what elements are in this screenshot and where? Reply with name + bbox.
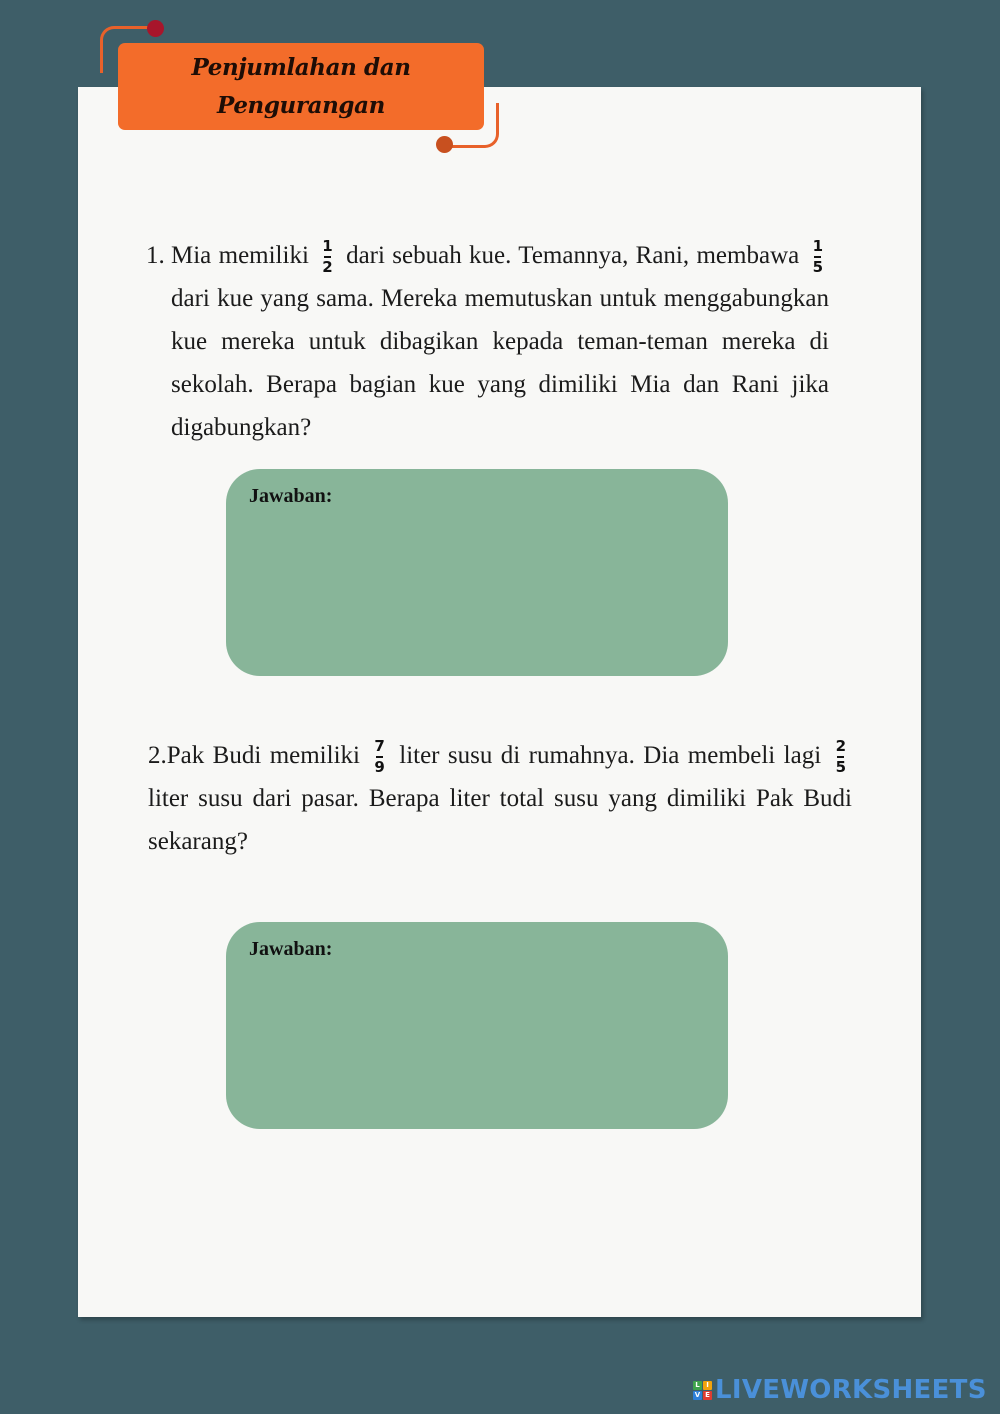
question-1-text-part3: dari kue yang sama. Mereka memutuskan untuk menggabungkan kue mereka untuk dibagikan kepada teman-teman mereka di sekolah. Berapa bagian kue yang dimiliki Mia dan Rani jika digabungkan? bbox=[171, 285, 829, 441]
title-banner bbox=[118, 43, 484, 130]
question-2-text-part2: liter susu di rumahnya. Dia membeli lagi bbox=[399, 742, 822, 769]
answer-box-2[interactable] bbox=[226, 922, 728, 1129]
fraction-2-5 bbox=[836, 739, 846, 775]
question-2-text-part1: 2.Pak Budi memiliki bbox=[148, 742, 360, 769]
question-2 bbox=[148, 734, 852, 863]
logo-tile: I bbox=[703, 1381, 712, 1390]
answer-label: Jawaban: bbox=[249, 485, 333, 507]
title-line-1: Penjumlahan dan bbox=[191, 53, 411, 81]
fraction-7-9 bbox=[374, 739, 384, 775]
fraction-1-5 bbox=[813, 239, 823, 275]
question-1 bbox=[146, 234, 829, 449]
fraction-1-2 bbox=[322, 239, 332, 275]
question-1-text bbox=[171, 234, 829, 449]
fraction-denominator: 2 bbox=[322, 258, 333, 277]
fraction-numerator: 2 bbox=[835, 737, 847, 756]
title-line-2: Pengurangan bbox=[217, 91, 385, 119]
fraction-numerator: 1 bbox=[812, 237, 824, 256]
fraction-numerator: 1 bbox=[322, 237, 333, 256]
logo-tile: E bbox=[703, 1391, 712, 1400]
question-2-text-part3: liter susu dari pasar. Berapa liter total susu yang dimiliki Pak Budi sekarang? bbox=[148, 785, 852, 855]
title-decoration-dot-top bbox=[147, 20, 164, 37]
fraction-denominator: 5 bbox=[835, 758, 847, 777]
question-1-text-part2: dari sebuah kue. Temannya, Rani, membawa bbox=[346, 242, 800, 269]
logo-tiles-icon bbox=[693, 1381, 712, 1400]
fraction-numerator: 7 bbox=[374, 737, 385, 756]
fraction-denominator: 5 bbox=[812, 258, 824, 277]
title-decoration-line-bottom bbox=[450, 103, 499, 148]
logo-tile: L bbox=[693, 1381, 702, 1390]
answer-box-1[interactable] bbox=[226, 469, 728, 676]
question-1-text-part1: Mia memiliki bbox=[171, 242, 309, 269]
logo-tile: V bbox=[694, 1390, 701, 1399]
answer-label: Jawaban: bbox=[249, 938, 333, 960]
fraction-denominator: 9 bbox=[374, 758, 385, 777]
question-1-number: 1. bbox=[146, 242, 165, 269]
liveworksheets-logo[interactable] bbox=[693, 1375, 987, 1405]
logo-text: LIVEWORKSHEETS bbox=[715, 1375, 987, 1405]
title-decoration-dot-bottom bbox=[436, 136, 453, 153]
